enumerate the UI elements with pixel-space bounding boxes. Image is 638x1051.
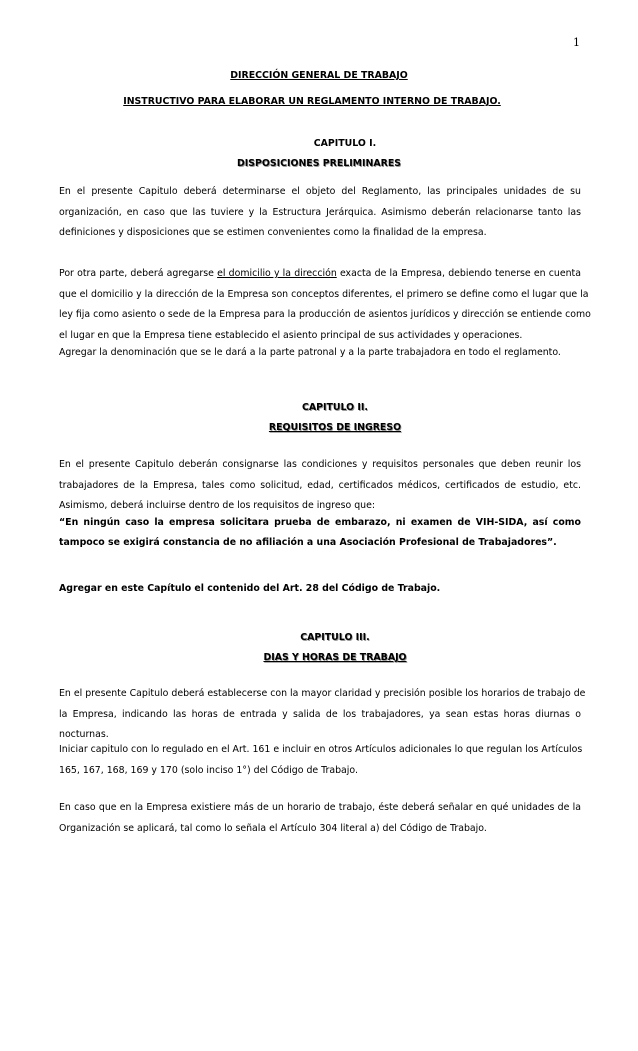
chapter-1-title: DISPOSICIONES PRELIMINARES [237,158,401,169]
chapter-2-note: Agregar en este Capítulo el contenido del Art. 28 del Código de Trabajo. [59,583,441,594]
document-subtitle: INSTRUCTIVO PARA ELABORAR UN REGLAMENTO INTERNO DE TRABAJO. [123,96,501,107]
paragraph-line: En caso que en la Empresa existiere más de un horario de trabajo, éste deberá señalar en qué unidades de la [59,802,581,813]
address-emphasis: el domicilio y la dirección [217,268,337,279]
chapter-3-paragraph-1 [59,684,586,746]
paragraph-line [59,264,581,285]
chapter-3-paragraph-2 [59,740,581,781]
quote-line: tampoco se exigirá constancia de no afiliación a una Asociación Profesional de Trabajadores”. [59,537,557,548]
paragraph-line: ley fija como asiento o sede de la Empresa para la producción de asientos jurídicos y dirección se entiende como [59,309,591,321]
chapter-1-paragraph-2 [59,264,591,346]
chapter-1-paragraph-1 [59,182,581,244]
paragraph-line: definiciones y disposiciones que se estimen convenientes como la finalidad de la empresa. [59,227,487,239]
paragraph-line: En el presente Capitulo deberán consignarse las condiciones y requisitos personales que deben reunir los [59,459,581,470]
paragraph-line: nocturnas. [59,729,109,741]
paragraph-line: Asimismo, deberá incluirse dentro de los requisitos de ingreso que: [59,500,376,512]
chapter-2-quote [59,513,581,553]
paragraph-line: la Empresa, indicando las horas de entrada y salida de los trabajadores, ya sean estas horas diurnas o [59,708,581,720]
paragraph-line: Iniciar capitulo con lo regulado en el Art. 161 e incluir en otros Artículos adicionales lo que regulan los Artículos [59,744,583,755]
paragraph-line: trabajadores de la Empresa, tales como solicitud, edad, certificados médicos, certificados de estudio, etc. [59,479,581,491]
quote-line: “En ningún caso la empresa solicitara prueba de embarazo, ni examen de VIH-SIDA, así como [59,517,581,528]
chapter-3-title: DIAS Y HORAS DE TRABAJO [263,652,407,663]
paragraph-line: En el presente Capitulo deberá establecerse con la mayor claridad y precisión posible los horarios de trabajo de [59,688,586,699]
paragraph-line: En el presente Capitulo deberá determinarse el objeto del Reglamento, las principales unidades de su [59,186,581,197]
text-run: exacta de la Empresa, debiendo tenerse en cuenta [336,268,581,279]
paragraph-line: 165, 167, 168, 169 y 170 (solo inciso 1°) del Código de Trabajo. [59,764,358,776]
chapter-2-title: REQUISITOS DE INGRESO [268,422,402,433]
paragraph-line: Organización se aplicará, tal como lo señala el Artículo 304 literal a) del Código de Trabajo. [59,822,487,834]
text-run: Por otra parte, deberá agregarse [59,268,218,279]
chapter-1-paragraph-3: Agregar la denominación que se le dará a la parte patronal y a la parte trabajadora en todo el reglamento. [59,347,561,358]
paragraph-line: organización, en caso que las tuviere y la Estructura Jerárquica. Asimismo deberán relacionarse tanto las [59,206,581,218]
paragraph-line: el lugar en que la Empresa tiene establecido el asiento principal de sus actividades y operaciones. [59,329,523,341]
document-title: DIRECCIÓN GENERAL DE TRABAJO [230,70,408,81]
chapter-3-number: CAPITULO III. [300,632,370,643]
chapter-3-paragraph-3 [59,798,581,839]
paragraph-line: que el domicilio y la dirección de la Empresa son conceptos diferentes, el primero se define como el lugar que la [59,288,589,300]
chapter-2-paragraph-1 [59,455,581,517]
chapter-1-number: CAPITULO I. [313,138,377,149]
page-number: 1 [573,36,580,49]
chapter-2-number: CAPITULO II. [302,402,368,413]
